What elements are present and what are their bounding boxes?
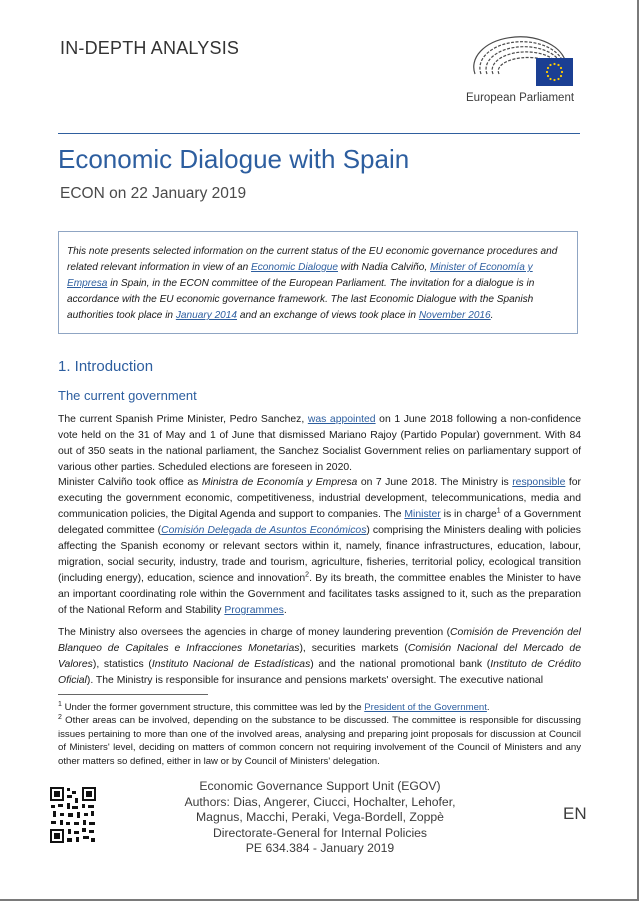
paragraph-text: on 7 June 2018. The Ministry is bbox=[357, 477, 513, 488]
paragraph-text: is in charge bbox=[440, 509, 497, 520]
paragraph-text: The current Spanish Prime Minister, Pedro Sanchez, bbox=[58, 414, 308, 425]
link-programmes[interactable]: Programmes bbox=[224, 605, 284, 616]
footer-reference: PE 634.384 - January 2019 bbox=[245, 841, 395, 855]
paragraph-text: . By its breath, the committee enables the Minister to have an important coordinating role within the Government and facilitates tasks assigned to it, such as the preparation of the National Reform and Stability bbox=[58, 573, 581, 616]
footnote-text: . bbox=[486, 702, 490, 713]
footer-unit: Economic Governance Support Unit (EGOV) bbox=[199, 779, 441, 793]
paragraph-1 bbox=[58, 412, 581, 476]
paragraph-text: ) and the national promotional bank ( bbox=[310, 659, 491, 670]
abstract-text: This note presents selected information on the current status of the EU economic governance procedures and related relevant information in view of an bbox=[67, 246, 558, 273]
paragraph-italic: Instituto de Crédito Oficial bbox=[58, 659, 582, 686]
link-president-of-government[interactable]: President of the Government bbox=[364, 702, 487, 713]
qr-code-icon bbox=[49, 786, 97, 844]
language-code: EN bbox=[563, 804, 587, 823]
link-economic-dialogue[interactable]: Economic Dialogue bbox=[251, 262, 338, 273]
paragraph-text: for executing the government economic, competitiveness, industrial development, telecommunications, media and communication policies, the Digital Agenda and support to companies. The bbox=[58, 477, 581, 520]
footnote-mark: 1 bbox=[58, 700, 62, 708]
paragraph-italic: Ministra de Economía y Empresa bbox=[201, 477, 358, 488]
link-minister-economia[interactable]: Minister of Economía y Empresa bbox=[67, 262, 533, 289]
logo-label: European Parliament bbox=[466, 92, 575, 104]
paragraph-italic: Comisión Nacional del Mercado de Valores bbox=[58, 643, 581, 670]
footer-credits bbox=[170, 779, 470, 857]
subsection-heading-current-government: The current government bbox=[58, 388, 197, 403]
paragraph-italic: Comisión de Prevención del Blanqueo de Capitales e Infracciones Monetarias bbox=[58, 627, 581, 654]
abstract-text: . bbox=[490, 310, 494, 321]
title-rule bbox=[58, 133, 580, 134]
paragraph-text: on 1 June 2018 following a non-confidence vote held on the 31 of May and 1 of June that dismissed Mariano Rajoy (Partido Popular) government. With 84 out of 350 seats in the national parliament, the Sanchez Socialist Government relies on parliamentary support of various other parties. Scheduled elections are foreseen in 2020. bbox=[58, 414, 581, 473]
section-heading-introduction: 1. Introduction bbox=[58, 358, 154, 375]
document-type-label: IN-DEPTH ANALYSIS bbox=[60, 38, 240, 58]
paragraph-text: Minister Calviño took office as bbox=[58, 477, 202, 488]
link-minister[interactable]: Minister bbox=[404, 509, 441, 520]
eu-flag-icon bbox=[536, 58, 573, 86]
paragraph-3 bbox=[58, 625, 581, 689]
link-responsible[interactable]: responsible bbox=[512, 477, 566, 488]
footer-authors-cont: Magnus, Macchi, Peraki, Vega-Bordell, Zoppè bbox=[196, 810, 444, 824]
link-november-2016[interactable]: November 2016 bbox=[418, 310, 491, 321]
paragraph-text: of a Government delegated committee ( bbox=[58, 509, 581, 536]
paragraph-text: ), statistics ( bbox=[92, 659, 152, 670]
paragraph-text: ) comprising the Ministers dealing with policies affecting the Spanish economy or relevant sectors within it, namely, finance infrastructures, education, labour, migration, social security, industry, trade and tourism, agriculture, fisheries, territorial policy, ecological transition (including energy), education, science and innovation bbox=[58, 525, 582, 584]
abstract-box bbox=[58, 231, 578, 334]
document-subtitle: ECON on 22 January 2019 bbox=[60, 185, 247, 202]
footnote-ref-2[interactable]: 2 bbox=[305, 571, 310, 579]
paragraph-text: . bbox=[283, 605, 287, 616]
link-was-appointed[interactable]: was appointed bbox=[307, 414, 376, 425]
link-comision-delegada[interactable]: Comisión Delegada de Asuntos Económicos bbox=[161, 525, 367, 536]
footnote-text: Other areas can be involved, depending on the substance to be discussed. The committee is responsible for discussing issues pertaining to more than one of the involved areas, analysing and preparing joint proposals for discussion at Council of Ministers' level, deciding on matters of common concern not requiring involvement of the Council of Ministers and any other matters so defined, either in law or by Council of Ministers' delegation. bbox=[58, 715, 581, 767]
footnote-ref-1[interactable]: 1 bbox=[496, 507, 501, 515]
footnote-1 bbox=[58, 701, 581, 715]
document-title: Economic Dialogue with Spain bbox=[58, 144, 410, 174]
footnote-divider bbox=[58, 694, 208, 695]
paragraph-text: The Ministry also oversees the agencies in charge of money laundering prevention ( bbox=[58, 627, 451, 638]
footer-directorate: Directorate-General for Internal Policies bbox=[212, 825, 428, 840]
abstract-text: and an exchange of views took place in bbox=[237, 310, 419, 321]
footnote-text: Under the former government structure, this committee was led by the bbox=[61, 702, 365, 713]
paragraph-text: ), securities markets ( bbox=[299, 643, 408, 654]
link-january-2014[interactable]: January 2014 bbox=[175, 310, 238, 321]
paragraph-italic: Instituto Nacional de Estadísticas bbox=[151, 659, 311, 670]
abstract-text: in Spain, in the ECON committee of the European Parliament. The invitation for a dialogue is in accordance with the EU economic governance framework. The last Economic Dialogue with the Spanish authorities took place in bbox=[67, 278, 535, 321]
footer-authors: Authors: Dias, Angerer, Ciucci, Hochalter, Lehofer, bbox=[184, 794, 456, 809]
abstract-text: with Nadia Calviño, bbox=[338, 262, 431, 273]
paragraph-text: ). The Ministry is responsible for insurance and pensions markets' oversight. The executive national bbox=[86, 675, 544, 686]
footnote-2 bbox=[58, 714, 581, 768]
paragraph-2 bbox=[58, 475, 581, 619]
footnote-mark: 2 bbox=[58, 713, 62, 721]
